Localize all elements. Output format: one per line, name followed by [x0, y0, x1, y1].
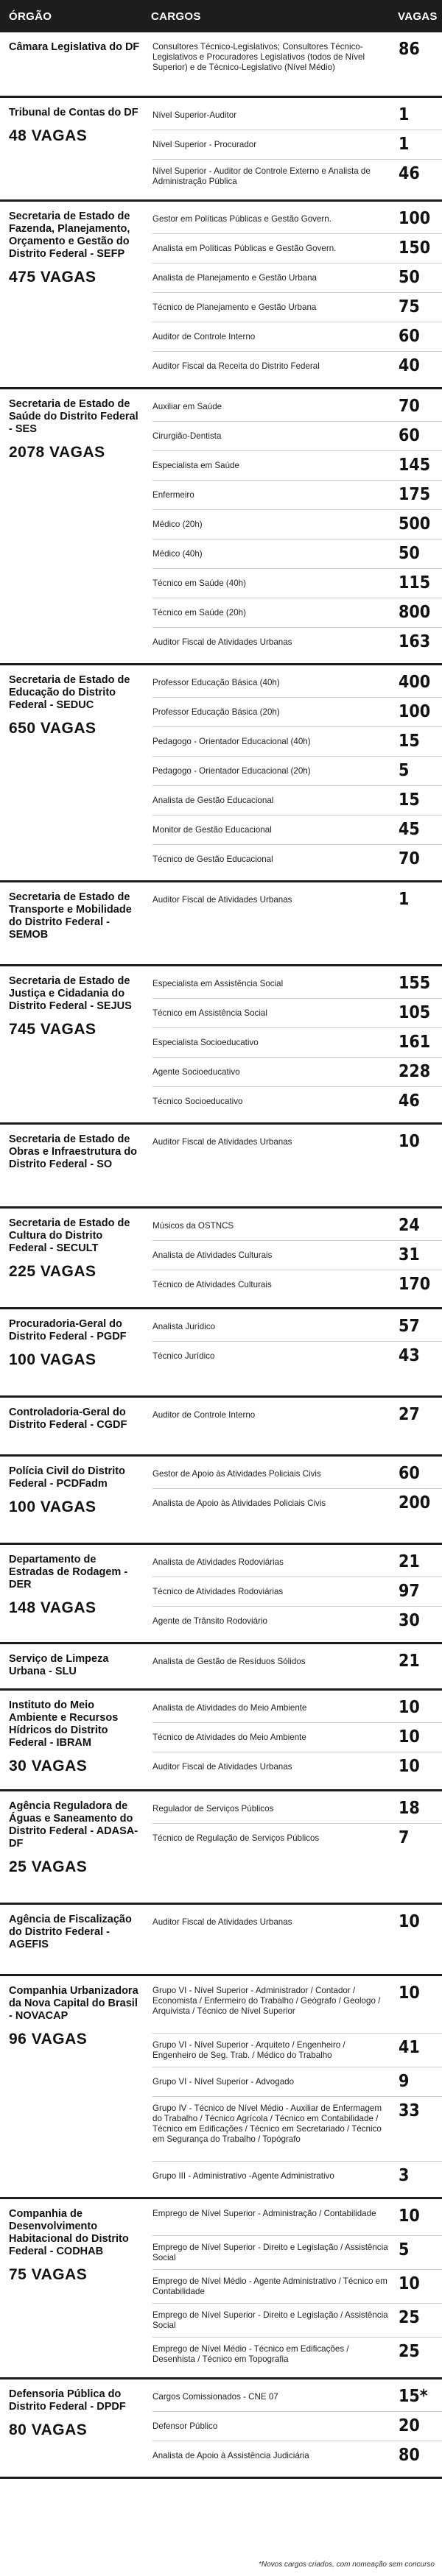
org-cell [9, 1976, 140, 2049]
org-cell [9, 32, 140, 54]
table-row [144, 1312, 442, 1342]
table-row [144, 1087, 442, 1117]
org-group [0, 882, 442, 964]
table-row [144, 130, 442, 160]
vagas-cell: 75 [399, 297, 420, 316]
table-row [144, 2338, 442, 2371]
org-cell [9, 202, 140, 287]
org-cell [9, 882, 140, 941]
table-row [144, 1270, 442, 1300]
cargo-cell: Técnico de Gestão Educacional [152, 854, 273, 864]
org-group [0, 2379, 442, 2477]
org-cell [9, 389, 140, 462]
org-group [0, 98, 442, 199]
cargo-cell: Emprego de Nível Superior - Direito e Legislação / Assistência Social [152, 2310, 388, 2330]
org-total-vagas: 650 VAGAS [9, 720, 97, 737]
org-name: Companhia de Desenvolvimento Habitacional do Distrito Federal - CODHAB [9, 2208, 129, 2257]
cargo-cell: Auditor Fiscal da Receita do Distrito Federal [152, 361, 320, 371]
table-row [144, 1241, 442, 1270]
cargo-cell: Especialista em Saúde [152, 461, 239, 470]
cargo-cell: Consultores Técnico-Legislativos; Consultores Técnico-Legislativos e Procuradores Legislativos (todos de Nível Superior) e de Técnico-Legislativo (Nível Médio) [152, 42, 365, 72]
vagas-cell: 33 [399, 2101, 420, 2120]
org-name: Secretaria de Estado de Obras e Infraestrutura do Distrito Federal - SO [9, 1133, 138, 1170]
vagas-cell: 43 [399, 1346, 420, 1365]
vagas-cell: 10 [399, 2207, 420, 2226]
vagas-cell: 161 [399, 1033, 431, 1052]
table-row [144, 2412, 442, 2441]
org-total-vagas: 100 VAGAS [9, 1351, 97, 1368]
table-row [144, 1548, 442, 1577]
table-row [144, 539, 442, 569]
cargo-cell: Analista de Planejamento e Gestão Urbana [152, 273, 317, 283]
vagas-cell: 105 [399, 1003, 431, 1022]
vagas-cell: 3 [399, 2166, 410, 2185]
org-name: Serviço de Limpeza Urbana - SLU [9, 1653, 109, 1677]
org-cell [9, 1644, 140, 1678]
vagas-cell: 500 [399, 514, 431, 534]
cargo-cell: Técnico em Saúde (40h) [152, 578, 246, 588]
table-row [144, 2270, 442, 2304]
table-row [144, 352, 442, 381]
vagas-cell: 5 [399, 761, 410, 780]
cargo-cell: Auditor Fiscal de Atividades Urbanas [152, 1137, 292, 1147]
cargo-cell: Analista de Atividades Culturais [152, 1250, 273, 1260]
table-row [144, 2441, 442, 2471]
vagas-cell: 15 [399, 732, 420, 751]
cargo-cell: Emprego de Nível Médio - Agente Administrativo / Técnico em Contabilidade [152, 2276, 387, 2296]
org-name: Secretaria de Estado de Justiça e Cidadania do Distrito Federal - SEJUS [9, 975, 132, 1012]
org-cell [9, 1309, 140, 1370]
org-name: Tribunal de Contas do DF [9, 107, 138, 118]
org-name: Secretaria de Estado de Saúde do Distrito Federal - SES [9, 398, 138, 435]
table-row [144, 2202, 442, 2236]
vagas-cell: 86 [399, 40, 420, 59]
cargo-cell: Auditor de Controle Interno [152, 1410, 256, 1420]
table-row [144, 1211, 442, 1241]
org-cell [9, 1691, 140, 1776]
org-total-vagas: 25 VAGAS [9, 1858, 88, 1875]
cargo-cell: Especialista em Assistência Social [152, 979, 284, 988]
table-row [144, 1647, 442, 1677]
vagas-cell: 10 [399, 1912, 420, 1931]
table-row [144, 885, 442, 915]
cargo-cell: Médico (40h) [152, 549, 203, 559]
cargo-cell: Gestor de Apoio às Atividades Policiais Civis [152, 1469, 321, 1479]
cargo-cell: Pedagogo - Orientador Educacional (20h) [152, 766, 311, 776]
vagas-cell: 24 [399, 1216, 420, 1235]
header-cargos: CARGOS [151, 10, 201, 23]
cargo-cell: Gestor em Políticas Públicas e Gestão Govern. [152, 214, 332, 224]
vagas-cell: 60 [399, 426, 420, 445]
org-cell [9, 1791, 140, 1877]
org-name: Procuradoria-Geral do Distrito Federal - PGDF [9, 1318, 127, 1342]
org-total-vagas: 2078 VAGAS [9, 444, 105, 461]
table-header [0, 0, 442, 32]
table-row [144, 786, 442, 815]
table-row [144, 35, 442, 90]
table-row [144, 1489, 442, 1518]
cargo-cell: Técnico de Atividades do Meio Ambiente [152, 1733, 306, 1742]
org-cell [9, 98, 140, 146]
cargo-cell: Técnico de Atividades Rodoviárias [152, 1587, 284, 1596]
table-row [144, 234, 442, 263]
vagas-cell: 10 [399, 1984, 420, 2003]
vagas-cell: 9 [399, 2072, 410, 2091]
org-group [0, 665, 442, 880]
vagas-cell: 40 [399, 356, 420, 375]
cargo-cell: Cirurgião-Dentista [152, 431, 222, 441]
vagas-cell: 200 [399, 1493, 431, 1512]
vagas-cell: 70 [399, 397, 420, 416]
vagas-cell: 1 [399, 890, 410, 909]
cargo-cell: Técnico Jurídico [152, 1351, 215, 1361]
cargo-cell: Analista Jurídico [152, 1322, 216, 1331]
table-row [144, 2067, 442, 2097]
org-group [0, 1644, 442, 1688]
cargo-cell: Analista de Apoio às Atividades Policiais Civis [152, 1498, 326, 1508]
cargo-cell: Auditor Fiscal de Atividades Urbanas [152, 1762, 292, 1772]
vagas-cell: 10 [399, 1132, 420, 1151]
org-name: Departamento de Estradas de Rodagem - DER [9, 1554, 128, 1590]
vagas-cell: 46 [399, 1091, 420, 1111]
table-row [144, 815, 442, 845]
org-name: Agência de Fiscalização do Distrito Federal - AGEFIS [9, 1914, 132, 1950]
org-name: Secretaria de Estado de Transporte e Mobilidade do Distrito Federal - SEMOB [9, 891, 132, 941]
table-row [144, 628, 442, 657]
org-cell [9, 1457, 140, 1517]
table-row [144, 293, 442, 322]
table-row [144, 2236, 442, 2270]
header-orgao: ÓRGÃO [9, 10, 52, 23]
cargo-cell: Grupo VI - Nível Superior - Administrador / Contador / Economista / Enfermeiro do Trabalho / Geógrafo / Geologo / Arquivista / Técnico de Nível Superior [152, 1986, 381, 2016]
org-group [0, 1976, 442, 2197]
vagas-cell: 10 [399, 1757, 420, 1776]
org-cell [9, 2199, 140, 2285]
vagas-cell: 50 [399, 268, 420, 287]
org-cell [9, 665, 140, 738]
table-row [144, 422, 442, 451]
vagas-cell: 46 [399, 164, 420, 183]
table-row [144, 322, 442, 352]
cargo-cell: Grupo VI - Nível Superior - Advogado [152, 2077, 295, 2087]
cargo-cell: Técnico em Saúde (20h) [152, 608, 246, 618]
org-name: Secretaria de Estado de Cultura do Distrito Federal - SECULT [9, 1217, 130, 1254]
org-name: Polícia Civil do Distrito Federal - PCDFadm [9, 1465, 125, 1490]
org-cell [9, 2379, 140, 2440]
cargo-cell: Músicos da OSTNCS [152, 1221, 234, 1231]
cargo-cell: Enfermeiro [152, 490, 194, 500]
table-row [144, 1058, 442, 1087]
table-row [144, 1459, 442, 1489]
org-total-vagas: 148 VAGAS [9, 1599, 97, 1616]
table-row [144, 160, 442, 194]
table-row [144, 481, 442, 510]
table-row [144, 2097, 442, 2162]
org-total-vagas: 745 VAGAS [9, 1021, 97, 1038]
vagas-cell: 800 [399, 603, 431, 622]
org-group [0, 202, 442, 387]
vagas-cell: 170 [399, 1275, 431, 1294]
table-row [144, 451, 442, 481]
table-row [144, 969, 442, 999]
table-row [144, 2034, 442, 2067]
org-group [0, 389, 442, 663]
vagas-cell: 25 [399, 2342, 420, 2361]
org-name: Agência Reguladora de Águas e Saneamento do Distrito Federal - ADASA-DF [9, 1800, 138, 1850]
vagas-cell: 150 [399, 238, 431, 258]
vagas-cell: 15* [399, 2387, 428, 2406]
org-cell [9, 966, 140, 1039]
table-row [144, 1401, 442, 1430]
cargo-cell: Agente de Trânsito Rodoviário [152, 1616, 267, 1626]
org-total-vagas: 30 VAGAS [9, 1758, 88, 1774]
org-cell [9, 1125, 140, 1171]
table-row [144, 1794, 442, 1824]
vagas-cell: 155 [399, 974, 431, 993]
vagas-cell: 20 [399, 2416, 420, 2435]
cargo-cell: Auxiliar em Saúde [152, 402, 222, 411]
table-row [144, 668, 442, 698]
cargo-cell: Especialista Socioeducativo [152, 1038, 259, 1047]
cargo-cell: Grupo III - Administrativo -Agente Administrativo [152, 2171, 334, 2181]
cargo-cell: Auditor Fiscal de Atividades Urbanas [152, 1917, 292, 1927]
cargo-cell: Analista de Atividades Rodoviárias [152, 1557, 284, 1567]
org-group [0, 1457, 442, 1543]
vagas-cell: 15 [399, 790, 420, 810]
vagas-cell: 5 [399, 2240, 410, 2260]
org-cell [9, 1905, 140, 1951]
vagas-cell: 57 [399, 1317, 420, 1336]
table-row [144, 1694, 442, 1723]
org-total-vagas: 100 VAGAS [9, 1498, 97, 1515]
vagas-cell: 70 [399, 849, 420, 868]
org-cell [9, 1398, 140, 1432]
cargo-cell: Auditor de Controle Interno [152, 332, 256, 342]
header-vagas: VAGAS [398, 10, 438, 23]
cargo-cell: Técnico em Assistência Social [152, 1008, 267, 1018]
org-name: Defensoria Pública do Distrito Federal - DPDF [9, 2388, 126, 2413]
cargo-cell: Cargos Comissionados - CNE 07 [152, 2392, 278, 2402]
table-row [144, 2162, 442, 2191]
vagas-cell: 31 [399, 1245, 420, 1264]
vagas-cell: 21 [399, 1652, 420, 1671]
org-group [0, 966, 442, 1122]
table-row [144, 1752, 442, 1782]
org-name: Companhia Urbanizadora da Nova Capital do Brasil - NOVACAP [9, 1985, 138, 2022]
vagas-cell: 60 [399, 1464, 420, 1483]
cargo-cell: Emprego de Nível Superior - Administração / Contabilidade [152, 2209, 376, 2218]
cargo-cell: Analista em Políticas Públicas e Gestão Govern. [152, 244, 337, 253]
cargo-cell: Analista de Atividades do Meio Ambiente [152, 1703, 307, 1713]
vagas-cell: 30 [399, 1611, 420, 1630]
org-group [0, 1545, 442, 1642]
cargo-cell: Professor Educação Básica (40h) [152, 678, 280, 687]
org-group [0, 1309, 442, 1395]
table-row [144, 757, 442, 786]
vagas-cell: 97 [399, 1582, 420, 1601]
vagas-cell: 1 [399, 105, 410, 124]
cargo-cell: Analista de Apoio à Assistência Judiciária [152, 2451, 309, 2460]
cargo-cell: Técnico de Regulação de Serviços Públicos [152, 1833, 320, 1843]
table-row [144, 598, 442, 628]
vagas-cell: 27 [399, 1405, 420, 1424]
table-row [144, 2304, 442, 2338]
cargo-cell: Nível Superior - Procurador [152, 140, 257, 149]
table-row [144, 1979, 442, 2034]
cargo-cell: Técnico de Planejamento e Gestão Urbana [152, 302, 317, 312]
cargo-cell: Agente Socioeducativo [152, 1067, 240, 1077]
table-row [144, 727, 442, 757]
vagas-cell: 25 [399, 2308, 420, 2327]
cargo-cell: Emprego de Nível Médio - Técnico em Edificações / Desenhista / Técnico em Topografia [152, 2344, 349, 2364]
org-group [0, 2199, 442, 2377]
table-row [144, 263, 442, 293]
vagas-cell: 100 [399, 209, 431, 228]
cargo-cell: Regulador de Serviços Públicos [152, 1804, 274, 1814]
org-group [0, 32, 442, 96]
org-cell [9, 1545, 140, 1618]
vagas-cell: 1 [399, 135, 410, 154]
table-row [144, 1824, 442, 1853]
vagas-cell: 45 [399, 820, 420, 839]
org-name: Câmara Legislativa do DF [9, 41, 140, 53]
vagas-cell: 50 [399, 544, 420, 563]
cargo-cell: Pedagogo - Orientador Educacional (40h) [152, 737, 311, 746]
table-row [144, 569, 442, 598]
org-name: Controladoria-Geral do Distrito Federal - CGDF [9, 1406, 127, 1431]
table-row [144, 698, 442, 727]
vagas-cell: 7 [399, 1828, 410, 1847]
vagas-cell: 10 [399, 1698, 420, 1717]
vagas-cell: 100 [399, 702, 431, 721]
table-row [144, 392, 442, 422]
vagas-cell: 80 [399, 2446, 420, 2465]
table-row [144, 1128, 442, 1157]
org-name: Secretaria de Estado de Educação do Distrito Federal - SEDUC [9, 674, 130, 711]
org-total-vagas: 75 VAGAS [9, 2266, 88, 2283]
vagas-cell: 18 [399, 1799, 420, 1818]
footnote: *Novos cargos criados, com nomeação sem concurso [259, 2561, 435, 2569]
table-row [144, 1577, 442, 1607]
table-row [144, 510, 442, 539]
org-group [0, 1791, 442, 1903]
org-total-vagas: 475 VAGAS [9, 269, 97, 286]
table-row [144, 1342, 442, 1371]
org-group [0, 1905, 442, 1974]
org-total-vagas: 48 VAGAS [9, 127, 88, 144]
org-group [0, 1398, 442, 1454]
vagas-cell: 228 [399, 1062, 431, 1081]
table-row [144, 205, 442, 234]
vagas-cell: 115 [399, 573, 431, 592]
cargo-cell: Grupo VI - Nível Superior - Arquiteto / Engenheiro / Engenheiro de Seg. Trab. / Médico do Trabalho [152, 2040, 345, 2060]
cargo-cell: Analista de Gestão Educacional [152, 796, 274, 805]
cargo-cell: Médico (20h) [152, 520, 203, 529]
cargo-cell: Técnico de Atividades Culturais [152, 1280, 272, 1289]
table-row [144, 1908, 442, 1937]
vagas-cell: 175 [399, 485, 431, 504]
cargo-cell: Analista de Gestão de Resíduos Sólidos [152, 1657, 306, 1666]
org-cell [9, 1209, 140, 1281]
table-row [144, 2382, 442, 2412]
cargo-cell: Defensor Público [152, 2421, 218, 2431]
cargo-cell: Professor Educação Básica (20h) [152, 707, 280, 717]
cargo-cell: Emprego de Nível Superior - Direito e Legislação / Assistência Social [152, 2243, 388, 2262]
org-group [0, 1691, 442, 1789]
vagas-cell: 21 [399, 1552, 420, 1571]
org-total-vagas: 80 VAGAS [9, 2421, 88, 2438]
vagas-cell: 145 [399, 456, 431, 475]
table-row [144, 1607, 442, 1636]
cargo-cell: Auditor Fiscal de Atividades Urbanas [152, 895, 292, 905]
org-name: Instituto do Meio Ambiente e Recursos Hídricos do Distrito Federal - IBRAM [9, 1699, 119, 1749]
table-row [144, 845, 442, 874]
org-group [0, 1125, 442, 1206]
org-total-vagas: 96 VAGAS [9, 2031, 88, 2048]
group-divider [0, 2477, 442, 2479]
vagas-cell: 41 [399, 2038, 420, 2057]
table-row [144, 1723, 442, 1752]
cargo-cell: Nível Superior-Auditor [152, 110, 237, 120]
vagas-cell: 163 [399, 632, 431, 651]
vagas-cell: 400 [399, 673, 431, 692]
vagas-cell: 10 [399, 2274, 420, 2293]
table-row [144, 101, 442, 130]
vagas-cell: 10 [399, 1727, 420, 1747]
cargo-cell: Técnico Socioeducativo [152, 1097, 243, 1106]
org-total-vagas: 225 VAGAS [9, 1263, 97, 1280]
cargo-cell: Nível Superior - Auditor de Controle Externo e Analista de Administração Pública [152, 166, 371, 186]
table-row [144, 1028, 442, 1058]
cargo-cell: Monitor de Gestão Educacional [152, 825, 272, 835]
cargo-cell: Auditor Fiscal de Atividades Urbanas [152, 637, 292, 647]
table-row [144, 999, 442, 1028]
org-group [0, 1209, 442, 1307]
vagas-cell: 60 [399, 327, 420, 346]
cargo-cell: Grupo IV - Técnico de Nível Médio - Auxiliar de Enfermagem do Trabalho / Técnico Agrícola / Técnico em Contabilidade / Técnico em Edificações / Técnico em Secretariado / Técnico em Segurança do Trabalho / Topógrafo [152, 2103, 382, 2144]
org-name: Secretaria de Estado de Fazenda, Planejamento, Orçamento e Gestão do Distrito Federal - SEFP [9, 210, 130, 260]
